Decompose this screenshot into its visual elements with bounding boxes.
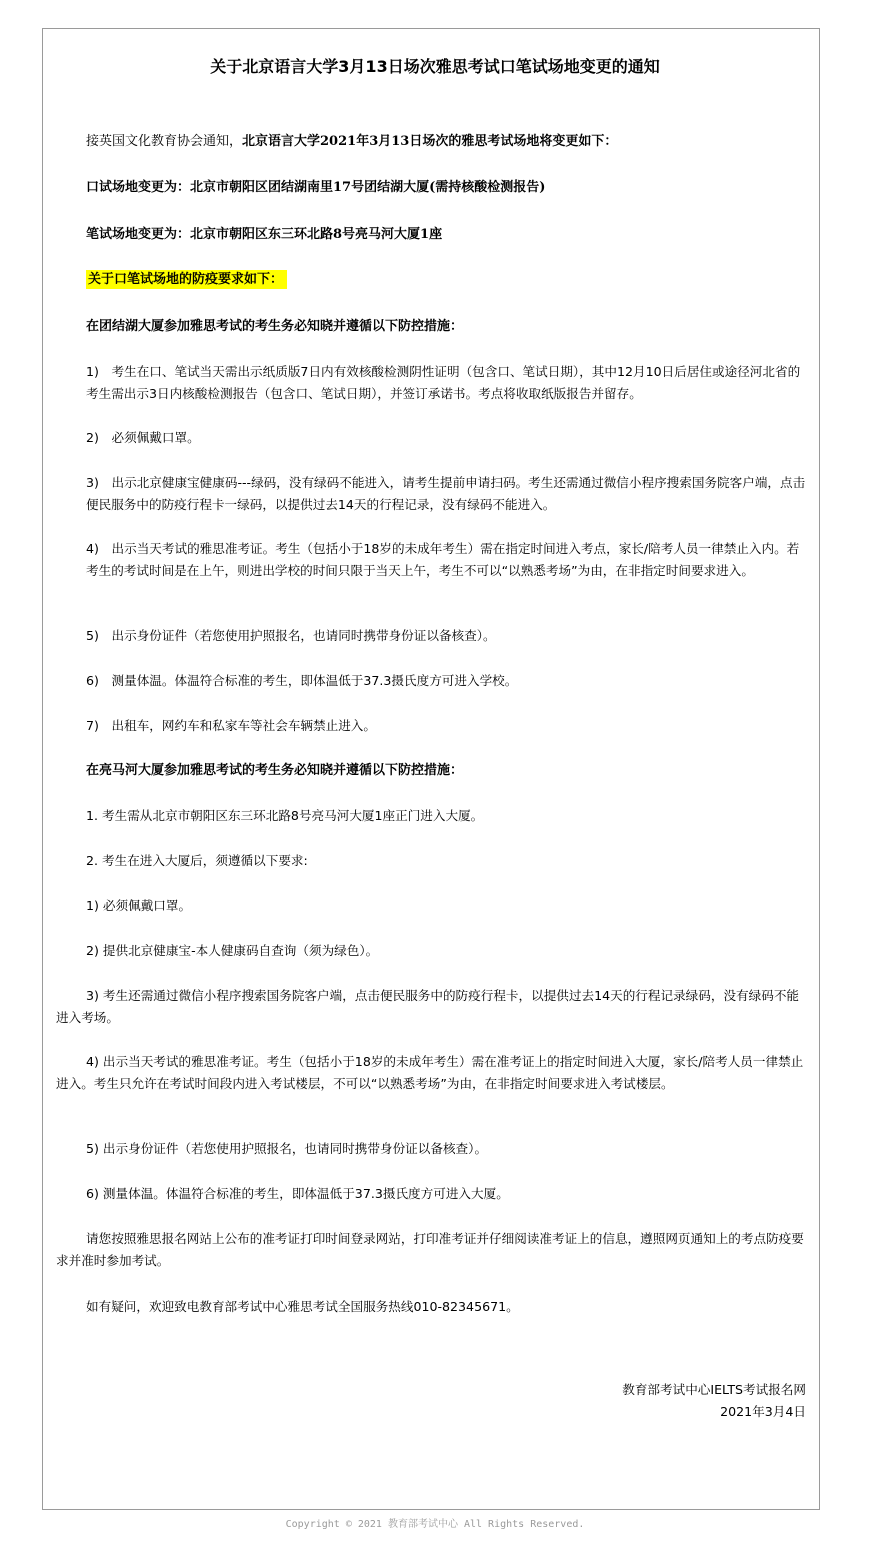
- signature-date: 2021年3月4日: [720, 1404, 806, 1419]
- hotline-paragraph: 如有疑问，欢迎致电教育部考试中心雅思考试全国服务热线010-82345671。: [86, 1299, 519, 1314]
- tuanjiehu-item-7: 7) 出租车，网约车和私家车等社会车辆禁止进入。: [86, 718, 376, 733]
- notice-title: 关于北京语言大学3月13日场次雅思考试口笔试场地变更的通知: [210, 57, 660, 76]
- tuanjiehu-item-1: 1) 考生在口、笔试当天需出示纸质版7日内有效核酸检测阴性证明（包含口、笔试日期），其中12月10日后居住或途径河北省的考生需出示3日内核酸检测报告（包含口、笔试日期），并签订承诺书。考点将收取纸版报告并留存。: [86, 364, 801, 401]
- tuanjiehu-item-4: 4) 出示当天考试的雅思准考证。考生（包括小于18岁的未成年考生）需在指定时间进入考点，家长/陪考人员一律禁止入内。若考生的考试时间是在上午，则进出学校的时间只限于当天上午，考生不可以“以熟悉考场”为由，在非指定时间要求进入。: [86, 541, 800, 578]
- epidemic-heading: 关于口笔试场地的防疫要求如下：: [86, 270, 287, 289]
- intro-paragraph: [86, 131, 808, 153]
- oral-venue: 口试场地变更为：北京市朝阳区团结湖南里17号团结湖大厦(需持核酸检测报告): [86, 180, 546, 195]
- copyright-footer: Copyright © 2021 教育部考试中心 All Rights Reserved.: [285, 1519, 585, 1530]
- tuanjiehu-heading: 在团结湖大厦参加雅思考试的考生务必知晓并遵循以下防控措施：: [86, 319, 464, 334]
- liangmahe-item-5: 3) 考生还需通过微信小程序搜索国务院客户端，点击便民服务中的防疫行程卡，以提供过去14天的行程记录绿码，没有绿码不能进入考场。: [56, 988, 800, 1025]
- tuanjiehu-item-6: 6) 测量体温。体温符合标准的考生，即体温低于37.3摄氏度方可进入学校。: [86, 673, 518, 688]
- liangmahe-item-3: 1) 必须佩戴口罩。: [86, 898, 192, 913]
- tuanjiehu-item-5: 5) 出示身份证件（若您使用护照报名，也请同时携带身份证以备核查）。: [86, 628, 496, 643]
- tuanjiehu-item-2: 2) 必须佩戴口罩。: [86, 430, 200, 445]
- liangmahe-item-1: 1. 考生需从北京市朝阳区东三环北路8号亮马河大厦1座正门进入大厦。: [86, 808, 484, 823]
- intro-prefix: 接英国文化教育协会通知，: [86, 134, 243, 149]
- liangmahe-item-7: 5) 出示身份证件（若您使用护照报名，也请同时携带身份证以备核查）。: [86, 1141, 488, 1156]
- epidemic-heading-line: [86, 269, 808, 291]
- liangmahe-item-8: 6) 测量体温。体温符合标准的考生，即体温低于37.3摄氏度方可进入大厦。: [86, 1186, 509, 1201]
- closing-paragraph: 请您按照雅思报名网站上公布的准考证打印时间登录网站，打印准考证并仔细阅读准考证上的信息，遵照网页通知上的考点防疫要求并准时参加考试。: [56, 1231, 804, 1268]
- intro-bold: 北京语言大学2021年3月13日场次的雅思考试场地将变更如下：: [242, 134, 618, 149]
- written-venue: 笔试场地变更为：北京市朝阳区东三环北路8号亮马河大厦1座: [86, 227, 443, 242]
- liangmahe-item-6: 4) 出示当天考试的雅思准考证。考生（包括小于18岁的未成年考生）需在准考证上的指定时间进入大厦，家长/陪考人员一律禁止进入。考生只允许在考试时间段内进入考试楼层，不可以“以熟悉考场”为由，在非指定时间要求进入考试楼层。: [56, 1054, 804, 1091]
- liangmahe-item-4: 2) 提供北京健康宝-本人健康码自查询（须为绿色）。: [86, 943, 379, 958]
- liangmahe-heading: 在亮马河大厦参加雅思考试的考生务必知晓并遵循以下防控措施：: [86, 763, 464, 778]
- tuanjiehu-item-3: 3) 出示北京健康宝健康码---绿码，没有绿码不能进入，请考生提前申请扫码。考生还需通过微信小程序搜索国务院客户端，点击便民服务中的防疫行程卡一绿码，以提供过去14天的行程记录，没有绿码不能进入。: [86, 475, 806, 512]
- liangmahe-item-2: 2. 考生在进入大厦后，须遵循以下要求:: [86, 853, 308, 868]
- signature-org: 教育部考试中心IELTS考试报名网: [622, 1382, 806, 1397]
